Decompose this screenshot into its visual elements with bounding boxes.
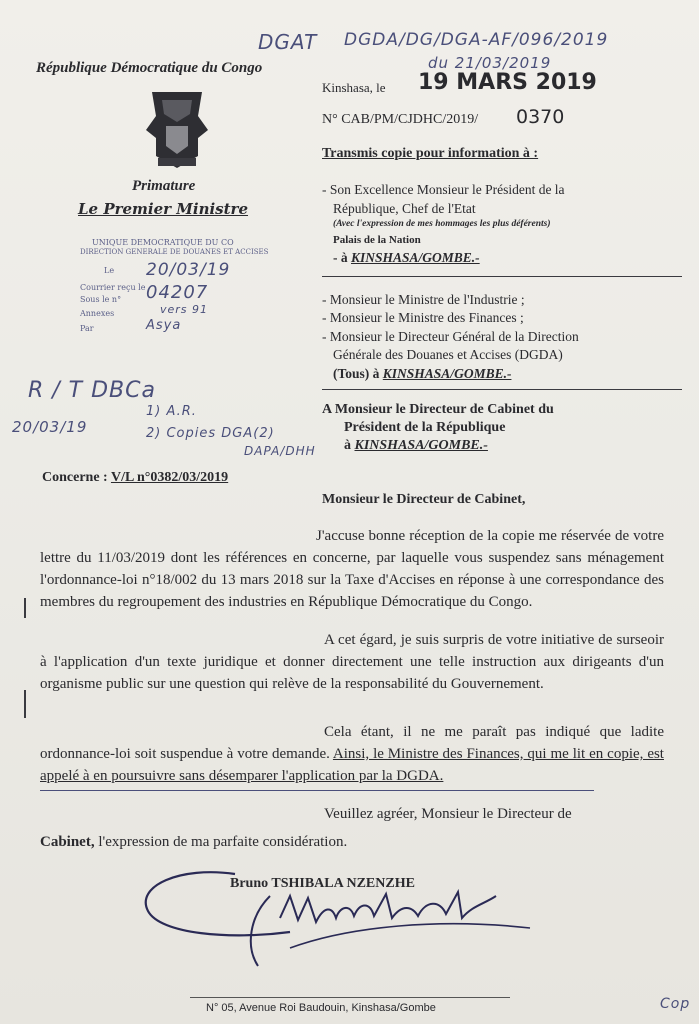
closing-line2-a: Cabinet, [40, 834, 99, 850]
coat-of-arms-icon [138, 86, 216, 172]
footer-address: N° 05, Avenue Roi Baudouin, Kinshasa/Gombe [206, 1002, 436, 1014]
handwritten-underline [40, 790, 594, 791]
stamp-sous-label: Sous le n° [80, 295, 122, 304]
margin-mark-2 [24, 690, 26, 718]
closing-line2-b: l'expression de ma parfaite considération. [98, 834, 348, 850]
margin-mark-1 [24, 598, 26, 618]
addressee-place: KINSHASA/GOMBE.- [354, 438, 488, 453]
recipient-4-line1: - Monsieur le Directeur Général de la Direction [322, 329, 579, 344]
addressee-line3 [344, 438, 488, 454]
handwritten-routing-date: 20/03/19 [12, 418, 88, 436]
concerne-value: V/L n°0382/03/2019 [110, 470, 229, 485]
recipient-1-line1: - Son Excellence Monsieur le Président de la [322, 182, 565, 197]
country-name: République Démocratique du Congo [36, 60, 263, 76]
addressee-prefix: à [344, 438, 355, 453]
stamp-sous-value: 04207 [146, 282, 209, 303]
closing-line1: Veuillez agréer, Monsieur le Directeur de [324, 806, 572, 822]
signatory-name: Bruno TSHIBALA NZENZHE [230, 876, 415, 891]
recipient-3: - Monsieur le Ministre des Finances ; [322, 310, 524, 325]
recipient-1-place: KINSHASA/GOMBE.- [351, 250, 480, 265]
body-paragraph-3b: Ainsi, le Ministre des Finances, qui me lit en copie, est appelé à en poursuivre sans désemparer l'application par la DGDA. [40, 746, 664, 784]
reference-number: 0370 [516, 106, 565, 128]
recipient-4-line2: Générale des Douanes et Accises (DGDA) [333, 347, 563, 362]
letter-date: 19 MARS 2019 [418, 70, 597, 95]
stamp-by-value: Asya [146, 318, 182, 333]
separator-2 [322, 389, 682, 390]
stamp-line1: UNIQUE DEMOCRATIQUE DU CO [92, 238, 234, 247]
handwritten-routing: R / T DBCa [28, 378, 156, 403]
stamp-date-value: 20/03/19 [146, 260, 231, 280]
recipient-1-prefix: - à [333, 250, 351, 265]
stamp-line2: DIRECTION GENERALE DE DOUANES ET ACCISES [80, 248, 269, 256]
concerne [42, 470, 228, 486]
footer-rule [190, 997, 510, 998]
stamp-annex-value: vers 91 [160, 303, 209, 316]
recipient-1-line3: Palais de la Nation [333, 234, 421, 246]
stamp-by-label: Par [80, 324, 94, 333]
body-paragraph-3a: Cela étant, il ne me paraît pas indiqué que ladite ordonnance-loi soit suspendue à votre demande. [40, 724, 664, 762]
handwritten-ar: 1) A.R. [146, 404, 197, 419]
signatory-title: Le Premier Ministre [78, 200, 249, 218]
handwritten-dapa: DAPA/DHH [244, 444, 316, 458]
handwritten-reference: DGDA/DG/DGA-AF/096/2019 [344, 30, 609, 50]
place-label: Kinshasa, le [322, 80, 386, 95]
addressee-line2: Président de la République [344, 420, 506, 435]
reference-prefix: N° CAB/PM/CJDHC/2019/ [322, 112, 479, 127]
stamp-annex-label: Annexes [80, 309, 115, 318]
office-name: Primature [132, 178, 196, 194]
handwritten-copies: 2) Copies DGA(2) [146, 426, 275, 441]
body-paragraph-1: J'accuse bonne réception de la copie me réservée de votre lettre du 11/03/2019 dont les références en concerne, par laquelle vous suspendez sans ménagement l'ordonnance-loi n°18/002 du 13 mars 2018 sur la Taxe d'Accises en réponse à une correspondance des membres du regroupement des industries en République Démocratique du Congo. [40, 528, 664, 610]
recipient-4-line3 [333, 366, 511, 382]
addressee-line1: A Monsieur le Directeur de Cabinet du [322, 402, 554, 417]
separator-1 [322, 276, 682, 277]
handwritten-signature-icon [140, 856, 540, 976]
handwritten-reference-date: du 21/03/2019 [428, 54, 552, 72]
footer-corner-note: Cop [660, 996, 691, 1012]
closing-line2 [40, 834, 347, 851]
distribution-heading: Transmis copie pour information à : [322, 146, 539, 161]
recipient-4-prefix: (Tous) à [333, 366, 383, 381]
recipient-2: - Monsieur le Ministre de l'Industrie ; [322, 292, 525, 307]
concerne-label: Concerne : [42, 470, 111, 485]
recipient-1-line2: République, Chef de l'Etat [333, 201, 476, 216]
salutation: Monsieur le Directeur de Cabinet, [322, 492, 526, 507]
recipient-4-place: KINSHASA/GOMBE.- [382, 366, 512, 381]
handwritten-dgat: DGAT [258, 30, 318, 54]
body-paragraph-2: A cet égard, je suis surpris de votre initiative de surseoir à l'application d'un texte juridique et donner directement une telle instruction aux dirigeants d'un organisme public sur une question qui relève de la responsabilité du Gouvernement. [40, 632, 664, 692]
stamp-courier-label: Courrier reçu le [80, 283, 146, 292]
body-paragraph-3 [40, 721, 664, 787]
stamp-date-label: Le [104, 266, 115, 275]
recipient-1-note: (Avec l'expression de mes hommages les plus déférents) [333, 219, 551, 229]
recipient-1-line4 [333, 250, 480, 266]
